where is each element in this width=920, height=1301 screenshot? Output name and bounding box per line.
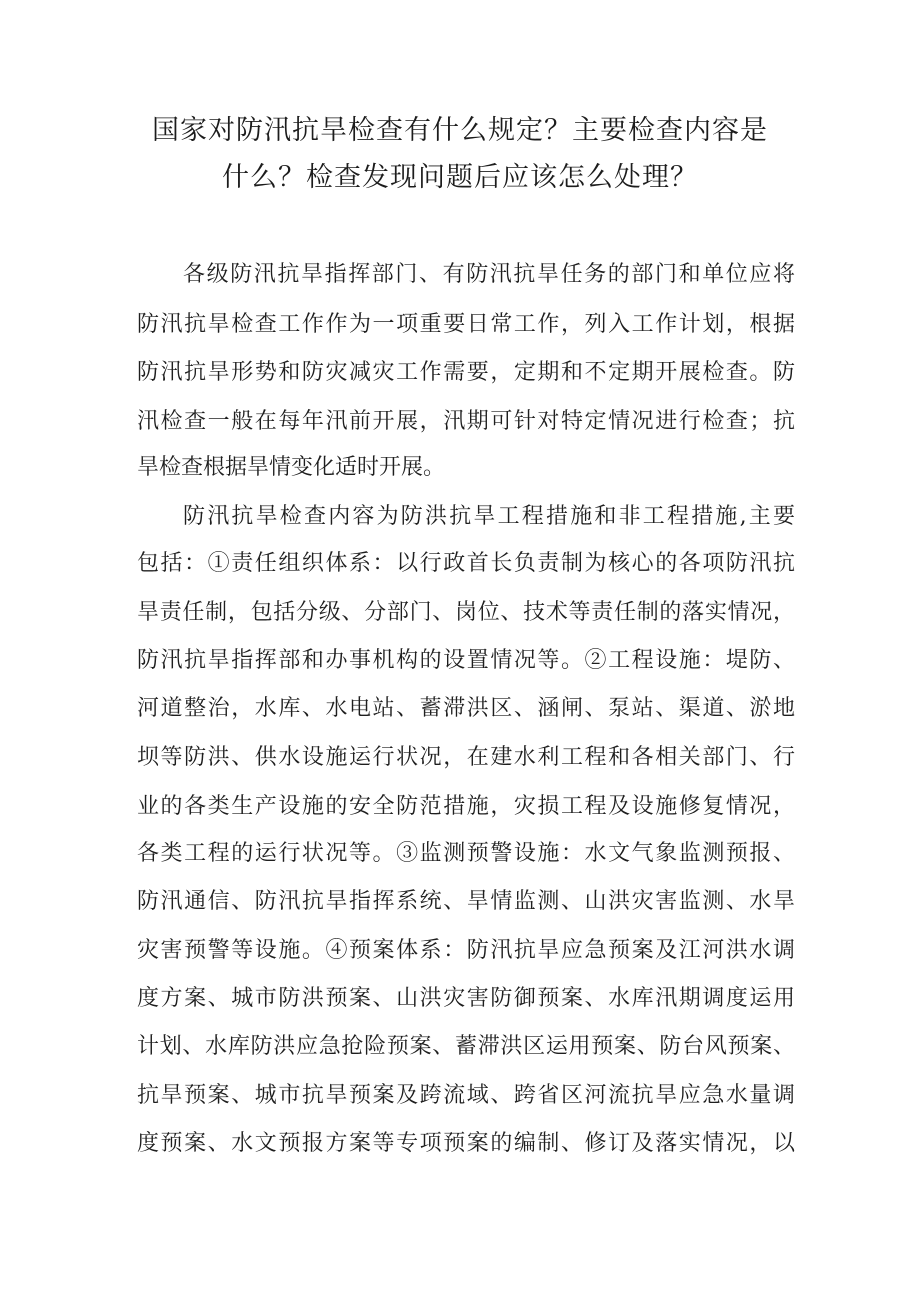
paragraph-2-line: 防汛通信、防汛抗旱指挥系统、旱情监测、山洪灾害监测、水旱 [137, 889, 795, 914]
paragraph-2-line: 度方案、城市防洪预案、山洪灾害防御预案、水库汛期调度运用 [137, 986, 795, 1011]
paragraph-2-line: 业的各类生产设施的安全防范措施，灾损工程及设施修复情况， [137, 794, 795, 819]
paragraph-2-line: 灾害预警等设施。④预案体系：防汛抗旱应急预案及江河洪水调 [137, 938, 795, 963]
paragraph-1-line: 各级防汛抗旱指挥部门、有防汛抗旱任务的部门和单位应将 [183, 262, 795, 287]
paragraph-1-line: 防汛抗旱检查工作作为一项重要日常工作，列入工作计划，根据 [137, 312, 795, 337]
paragraph-2-line: 包括：①责任组织体系：以行政首长负责制为核心的各项防汛抗 [137, 551, 795, 576]
paragraph-2-line: 河道整治，水库、水电站、蓄滞洪区、涵闸、泵站、渠道、淤地 [137, 696, 795, 721]
paragraph-2-line: 防汛抗旱检查内容为防洪抗旱工程措施和非工程措施,主要 [183, 504, 795, 529]
document-title-line-2: 什么？检查发现问题后应该怎么处理？ [222, 162, 698, 193]
document-title-line-1: 国家对防汛抗旱检查有什么规定？主要检查内容是 [152, 115, 768, 146]
paragraph-1-line: 防汛抗旱形势和防灾减灾工作需要，定期和不定期开展检查。防 [137, 360, 795, 385]
paragraph-2-line: 坝等防洪、供水设施运行状况，在建水利工程和各相关部门、行 [137, 745, 795, 770]
paragraph-2-line: 旱责任制，包括分级、分部门、岗位、技术等责任制的落实情况， [137, 600, 795, 625]
paragraph-2-line: 防汛抗旱指挥部和办事机构的设置情况等。②工程设施：堤防、 [137, 648, 795, 673]
paragraph-1-line: 汛检查一般在每年汛前开展，汛期可针对特定情况进行检查；抗 [137, 409, 795, 434]
paragraph-2-line: 度预案、水文预报方案等专项预案的编制、修订及落实情况，以 [137, 1131, 795, 1156]
paragraph-1-line: 旱检查根据旱情变化适时开展。 [137, 455, 446, 480]
paragraph-2-line: 抗旱预案、城市抗旱预案及跨流域、跨省区河流抗旱应急水量调 [137, 1083, 795, 1108]
paragraph-2-line: 各类工程的运行状况等。③监测预警设施：水文气象监测预报、 [137, 841, 795, 866]
paragraph-2-line: 计划、水库防洪应急抢险预案、蓄滞洪区运用预案、防台风预案、 [137, 1034, 795, 1059]
